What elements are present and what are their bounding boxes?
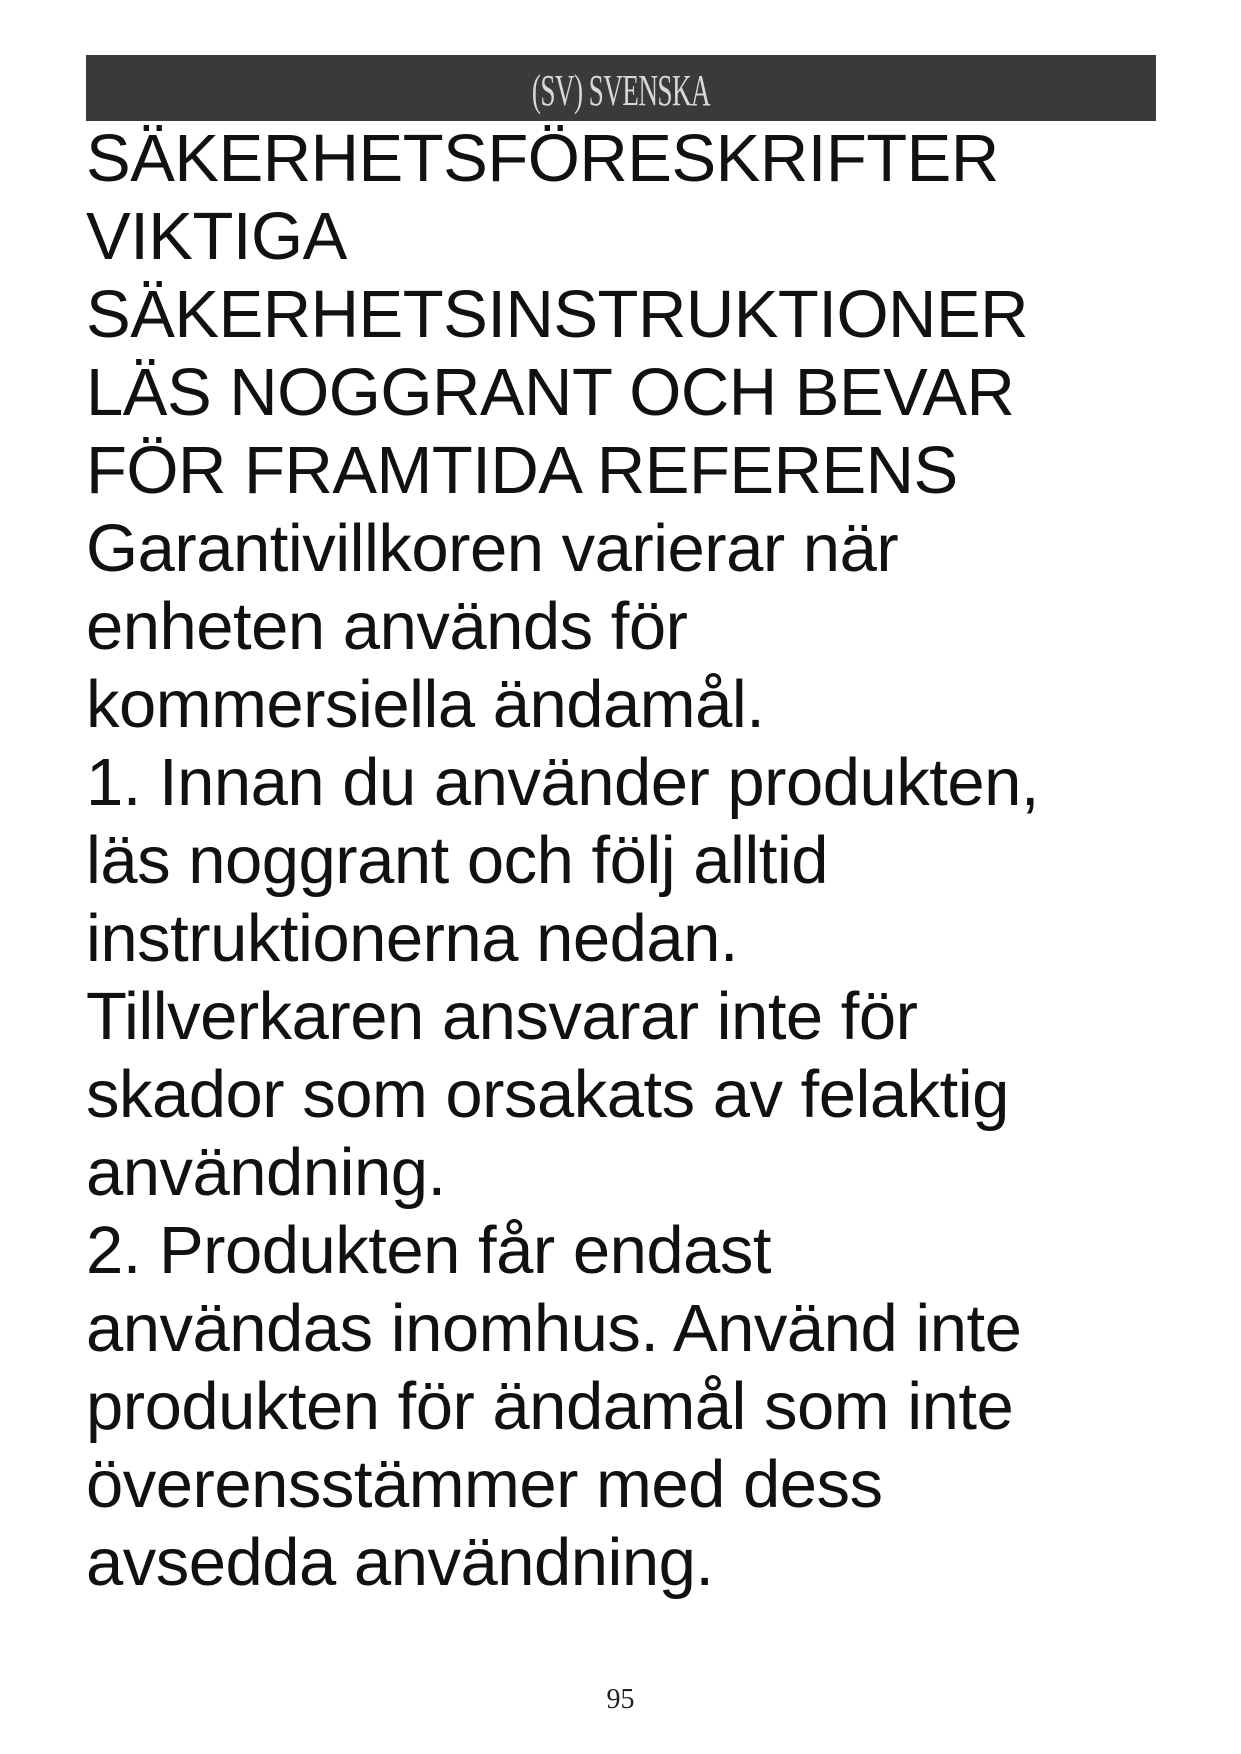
instruction-2-line: avsedda användning. bbox=[86, 1525, 714, 1600]
instruction-2-line: 2. Produkten får endast bbox=[86, 1213, 771, 1288]
title-line: FÖR FRAMTIDA REFERENS bbox=[86, 433, 958, 508]
instruction-1-line: läs noggrant och följ alltid bbox=[86, 823, 829, 898]
warranty-line: Garantivillkoren varierar när bbox=[86, 511, 899, 586]
safety-instructions-text bbox=[86, 120, 1196, 1602]
instruction-1-line: instruktionerna nedan. bbox=[86, 901, 738, 976]
instruction-1-line: användning. bbox=[86, 1135, 446, 1210]
language-header-bar bbox=[86, 55, 1156, 121]
warranty-line: kommersiella ändamål. bbox=[86, 667, 765, 742]
instruction-1-line: skador som orsakats av felaktig bbox=[86, 1057, 1009, 1132]
instruction-2-line: överensstämmer med dess bbox=[86, 1447, 883, 1522]
instruction-1-line: 1. Innan du använder produkten, bbox=[86, 745, 1040, 820]
title-line: SÄKERHETSFÖRESKRIFTER bbox=[86, 121, 999, 196]
instruction-1-line: Tillverkaren ansvarar inte för bbox=[86, 979, 918, 1054]
instruction-2-line: produkten för ändamål som inte bbox=[86, 1369, 1014, 1444]
title-line: LÄS NOGGRANT OCH BEVAR bbox=[86, 355, 1015, 430]
page-number: 95 bbox=[606, 1684, 635, 1715]
instruction-2-line: användas inomhus. Använd inte bbox=[86, 1291, 1022, 1366]
title-line: VIKTIGA bbox=[86, 199, 347, 274]
title-line: SÄKERHETSINSTRUKTIONER bbox=[86, 277, 1029, 352]
warranty-line: enheten används för bbox=[86, 589, 688, 664]
language-label: (SV) SVENSKA bbox=[531, 66, 711, 115]
